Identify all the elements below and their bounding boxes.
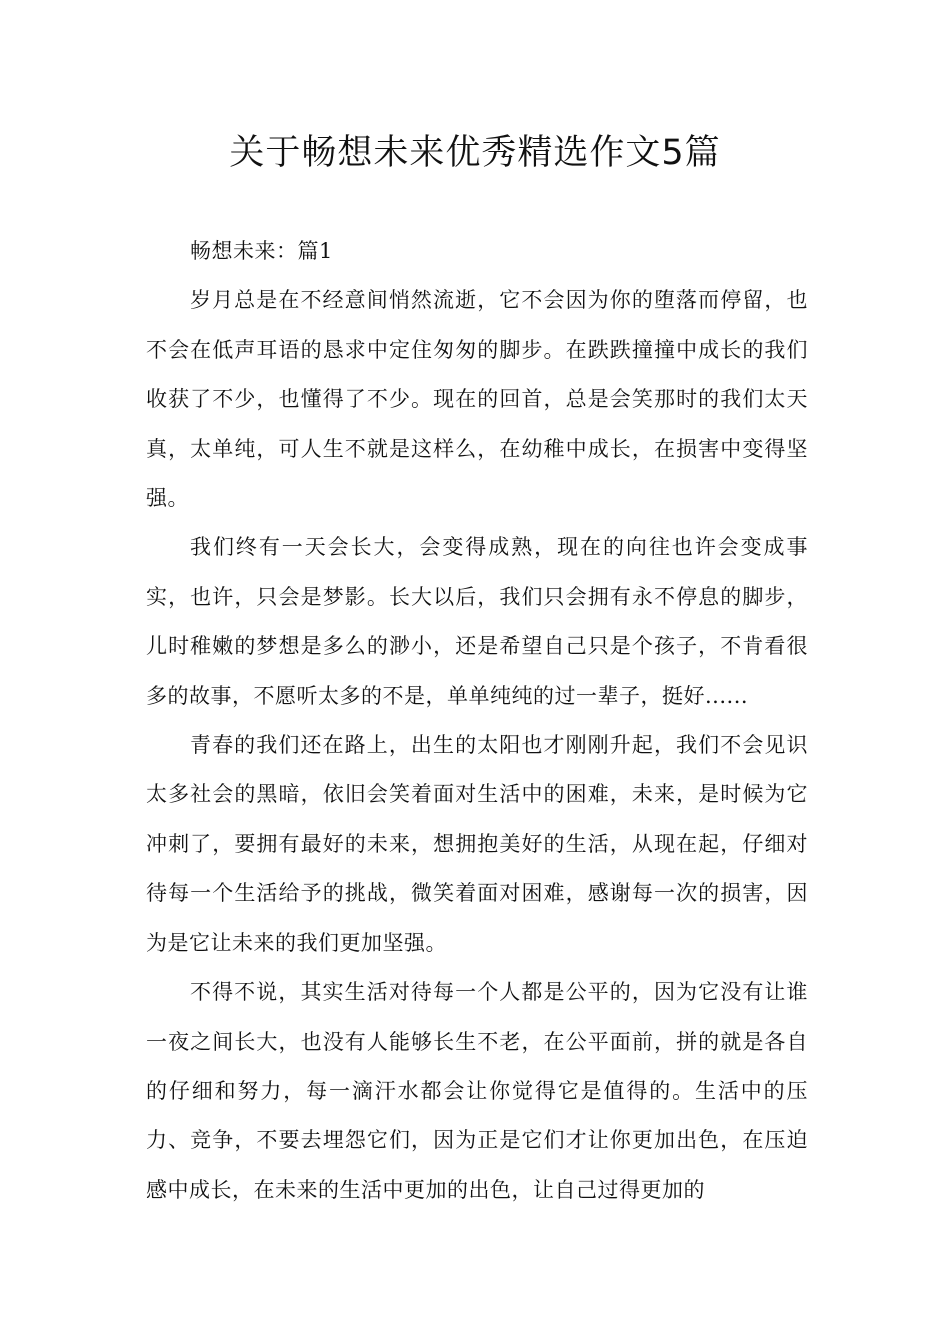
section-label: 畅想未来：篇1 [190,239,333,263]
paragraph-3: 青春的我们还在路上，出生的太阳也才刚刚升起，我们不会见识太多社会的黑暗，依旧会笑着面对生活中的困难，未来，是时候为它冲刺了，要拥有最好的未来，想拥抱美好的生活，从现在起，仔细对待每一个生活给予的挑战，微笑着面对困难，感谢每一次的损害，因为是它让未来的我们更加坚强。 [146,733,808,955]
document-title: 关于畅想未来优秀精选作文5篇 [229,133,721,173]
paragraph-4: 不得不说，其实生活对待每一个人都是公平的，因为它没有让谁一夜之间长大，也没有人能够长生不老，在公平面前，拼的就是各自的仔细和努力，每一滴汗水都会让你觉得它是值得的。生活中的压力、竞争，不要去埋怨它们，因为正是它们才让你更加出色，在压迫感中成长，在未来的生活中更加的出色，让自己过得更加的 [146,980,808,1202]
paragraph-1: 岁月总是在不经意间悄然流逝，它不会因为你的堕落而停留，也不会在低声耳语的恳求中定住匆匆的脚步。在跌跌撞撞中成长的我们收获了不少，也懂得了不少。现在的回首，总是会笑那时的我们太天真，太单纯，可人生不就是这样么，在幼稚中成长，在损害中变得坚强。 [146,288,808,511]
paragraph-2: 我们终有一天会长大，会变得成熟，现在的向往也许会变成事实，也许，只会是梦影。长大以后，我们只会拥有永不停息的脚步，儿时稚嫩的梦想是多么的渺小，还是希望自己只是个孩子，不肯看很多的故事，不愿听太多的不是，单单纯纯的过一辈子，挺好...... [146,535,808,708]
document-body [146,227,808,1215]
